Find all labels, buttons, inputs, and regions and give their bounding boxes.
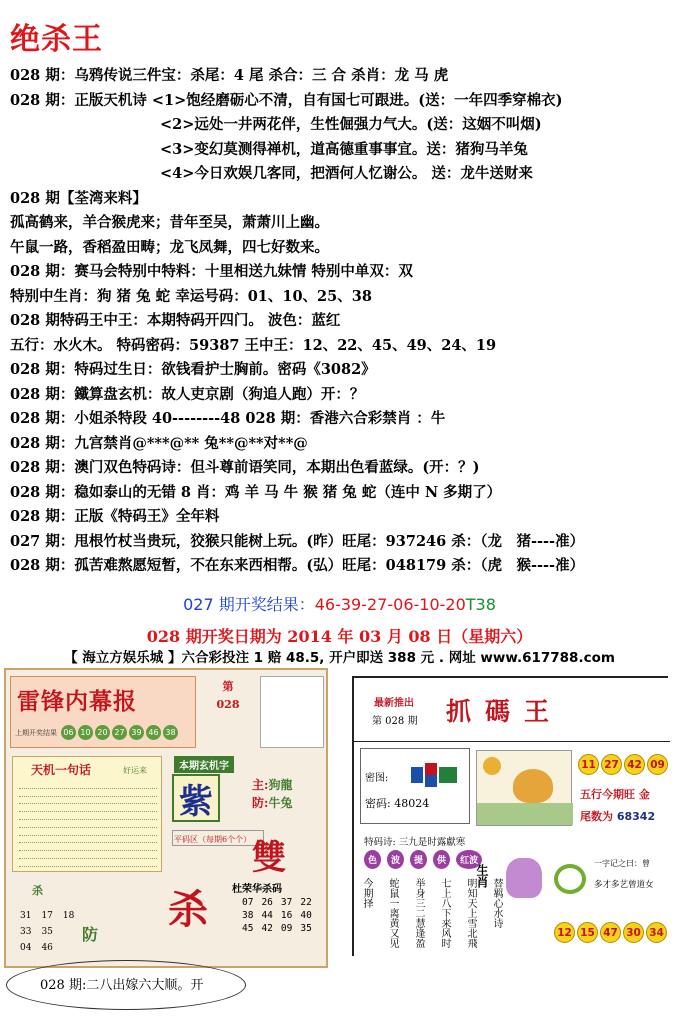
line-tianji-3: <3>变幻莫测得禅机，道高德重事事宜。送：猪狗马羊兔 (160, 140, 528, 158)
special-poem: 特码诗: 三九是时露獻寒 (364, 837, 466, 848)
line-quanwan-2: 午鼠一路，香稻盈田畴；龙飞凤舞，四七好数来。 (10, 238, 329, 256)
top-balls (578, 754, 668, 775)
shuang-char: 雙 (252, 838, 286, 878)
draw-results (0, 592, 679, 615)
poem-rows (19, 781, 157, 867)
code-ball: 42 (624, 754, 645, 775)
newspaper-name: 雷锋内幕报 (17, 688, 137, 715)
flat-code-label: 平码区（每期6个个） (174, 835, 252, 844)
prev-ball: 20 (95, 725, 110, 740)
poem-col: 七上八下来风时 (439, 878, 450, 948)
secret-label: 密图: (365, 773, 389, 784)
page-title: 绝杀王 (10, 22, 103, 57)
line-tianji-2: <2>远处一井两花伴，生性倔强力气大。(送：这姻不叫烟) (160, 116, 542, 133)
prev-ball: 27 (112, 725, 127, 740)
zodiac-char: 紫 (179, 781, 213, 822)
code-ball: 47 (600, 922, 621, 943)
line-crow: 028 期：乌鸦传说三件宝：杀尾：4 尾 杀合：三 合 杀肖：龙 马 虎 (10, 67, 449, 84)
line-027-prediction: 027 期：甩根竹杖当贵玩，狡猴只能树上玩。(昨）旺尾：937246 杀：（龙 猪----准） (10, 532, 585, 550)
bottom-balls (554, 922, 667, 943)
code-ball: 12 (554, 922, 575, 943)
big-kill-char: 杀 (168, 886, 208, 933)
poem-col: 明知天上雪北飛 (465, 878, 476, 948)
badge: 色 (364, 850, 381, 869)
code-king-title: 抓碼王 (446, 697, 564, 726)
prev-ball: 46 (146, 725, 161, 740)
kill-label: 杀 (32, 884, 43, 897)
line-quanwan-title: 028 期【荃湾来料】 (10, 189, 147, 207)
vertical-poem (360, 878, 502, 950)
badge: 供 (433, 850, 450, 869)
one-sentence-sub: 好运来 (123, 766, 147, 775)
prev-ball: 10 (78, 725, 93, 740)
guard-char: 防 (82, 925, 99, 944)
kill-numbers: 31 17 18 33 35 04 46 (20, 911, 75, 953)
color-badges (364, 850, 482, 869)
line-wuxing: 五行：水火木。 特码密码：59387 王中王：12、22、45、49、24、19 (10, 336, 497, 354)
blank-box (260, 676, 324, 748)
issue-number: 028 (216, 698, 240, 711)
zodiac-char-box (172, 774, 220, 822)
results-numbers: 46-39-27-06-10-20 (314, 595, 466, 614)
code-ball: 11 (578, 754, 599, 775)
code-king-issue: 第 028 期 (372, 716, 418, 727)
main-pick: 主:狗龍 (252, 778, 293, 792)
saying-text: 多才多艺曾道女 (594, 880, 654, 890)
line-nine-palace: 028 期：九宫禁肖@***@** 兔**@**对**@ (10, 434, 308, 452)
promo-banner: 【 海立方娱乐城 】六合彩投注 1 赔 48.5, 开户即送 388 元 . 网址 www.617788.com (64, 650, 615, 666)
one-word-label: 一字记之曰：曾 (594, 859, 650, 868)
du-kill-title: 杜荣华杀码 (232, 884, 282, 895)
latest-label: 最新推出 (374, 698, 414, 709)
line-eight-zodiac: 028 期：稳如泰山的无错 8 肖：鸡 羊 马 牛 猴 猪 兔 蛇（连中 N 多期了） (10, 483, 502, 501)
goat-icon (506, 858, 542, 898)
code-ball: 15 (577, 922, 598, 943)
hill-shape (477, 803, 573, 825)
secret-code: 密码: 48024 (365, 797, 430, 810)
prev-ball-special: 38 (163, 725, 178, 740)
prev-ball: 39 (129, 725, 144, 740)
zodiac-vertical: 生肖 (475, 864, 489, 888)
poem-col: 替羁心水诗 (491, 878, 502, 928)
kill-box (12, 878, 162, 958)
bank-logo-icon (411, 763, 459, 787)
tail-number: 尾数为 68342 (580, 810, 656, 823)
results-label: 027 期开奖结果： (183, 595, 315, 614)
prev-result-label: 上期开奖结果 (15, 728, 57, 737)
draw-date: 028 期开奖日期为 2014 年 03 月 08 日（星期六） (146, 627, 533, 646)
line-tianji-4: <4>今日欢娱几客同，把酒何人忆谢公。 送：龙牛送财来 (160, 165, 533, 182)
line-special-zodiac: 特别中生肖：狗 猪 兔 蛇 幸运号码：01、10、25、38 (10, 287, 372, 305)
speech-bubble-text: 028 期:二八出嫁六大顺。开 (40, 978, 204, 993)
content-lines (10, 64, 674, 579)
du-kill-numbers: 07 26 37 22 38 44 16 40 45 42 09 35 (242, 897, 312, 934)
issue-prefix: 第 (222, 680, 234, 693)
snake-icon (554, 864, 586, 894)
prev-ball: 06 (61, 725, 76, 740)
poem-col: 蛇鼠一离黄又见 (387, 878, 398, 948)
tiger-icon (513, 769, 553, 803)
sun-icon (483, 757, 501, 775)
line-miss-kill: 028 期：小姐杀特段 40--------48 028 期：香港六合彩禁肖 ：牛 (10, 410, 446, 427)
guard-pick: 防:牛兔 (252, 796, 293, 810)
newspaper-panel (4, 668, 328, 968)
code-king-panel (352, 676, 668, 956)
code-ball: 30 (623, 922, 644, 943)
poem-col: 今期择 (361, 878, 372, 908)
line-macau-poem: 028 期：澳门双色特码诗：但斗尊前语笑同，本期出色看蓝绿。(开：？) (10, 459, 480, 476)
line-horse-club: 028 期：赛马会特别中特料：十里相送九妹情 特别中单双：双 (10, 263, 413, 280)
newspaper-header (10, 676, 196, 748)
badge-red-wave: 红波 (456, 850, 482, 869)
code-ball: 27 (601, 754, 622, 775)
code-ball: 09 (647, 754, 668, 775)
zodiac-box (168, 756, 324, 878)
poem-col: 举身三二慧逢盈 (413, 878, 424, 948)
line-quanwan-1: 孤高鹤来，羊合猴虎来；昔年至吴，萧萧川上幽。 (10, 214, 329, 231)
code-ball: 34 (646, 922, 667, 943)
wuxing-text: 五行今期旺 金 (580, 788, 650, 801)
badge: 提 (410, 850, 427, 869)
secret-box (360, 748, 470, 824)
code-king-header (354, 678, 670, 742)
results-special: T38 (465, 595, 496, 614)
badge: 波 (387, 850, 404, 869)
one-sentence-title: 天机一句话 (31, 763, 92, 777)
line-abacus: 028 期：鐵算盘玄机：故人吏京剧（狗追人跑）开：？ (10, 385, 365, 403)
line-birthday: 028 期：特码过生日：欲钱看护士胸前。密码《3082》 (10, 361, 376, 378)
one-sentence-box (12, 756, 162, 872)
line-king: 028 期特码王中王：本期特码开四门。 波色：蓝红 (10, 312, 341, 329)
line-full-year: 028 期：正版《特码王》全年料 (10, 508, 220, 525)
line-028-prediction: 028 期：孤苦难熬愿短暂，不在东来西相帮。(弘）旺尾：048179 杀：（虎 猴----准） (10, 557, 585, 574)
tiger-picture (476, 750, 572, 826)
prev-result-balls (15, 725, 178, 740)
newspaper-issue (198, 678, 258, 714)
line-tianji-1: 028 期：正版天机诗 <1>饱经磨砺心不清，自有国七可跟进。(送：一年四季穿棉衣) (10, 91, 563, 109)
zodiac-label: 本期玄机字 (174, 756, 234, 773)
